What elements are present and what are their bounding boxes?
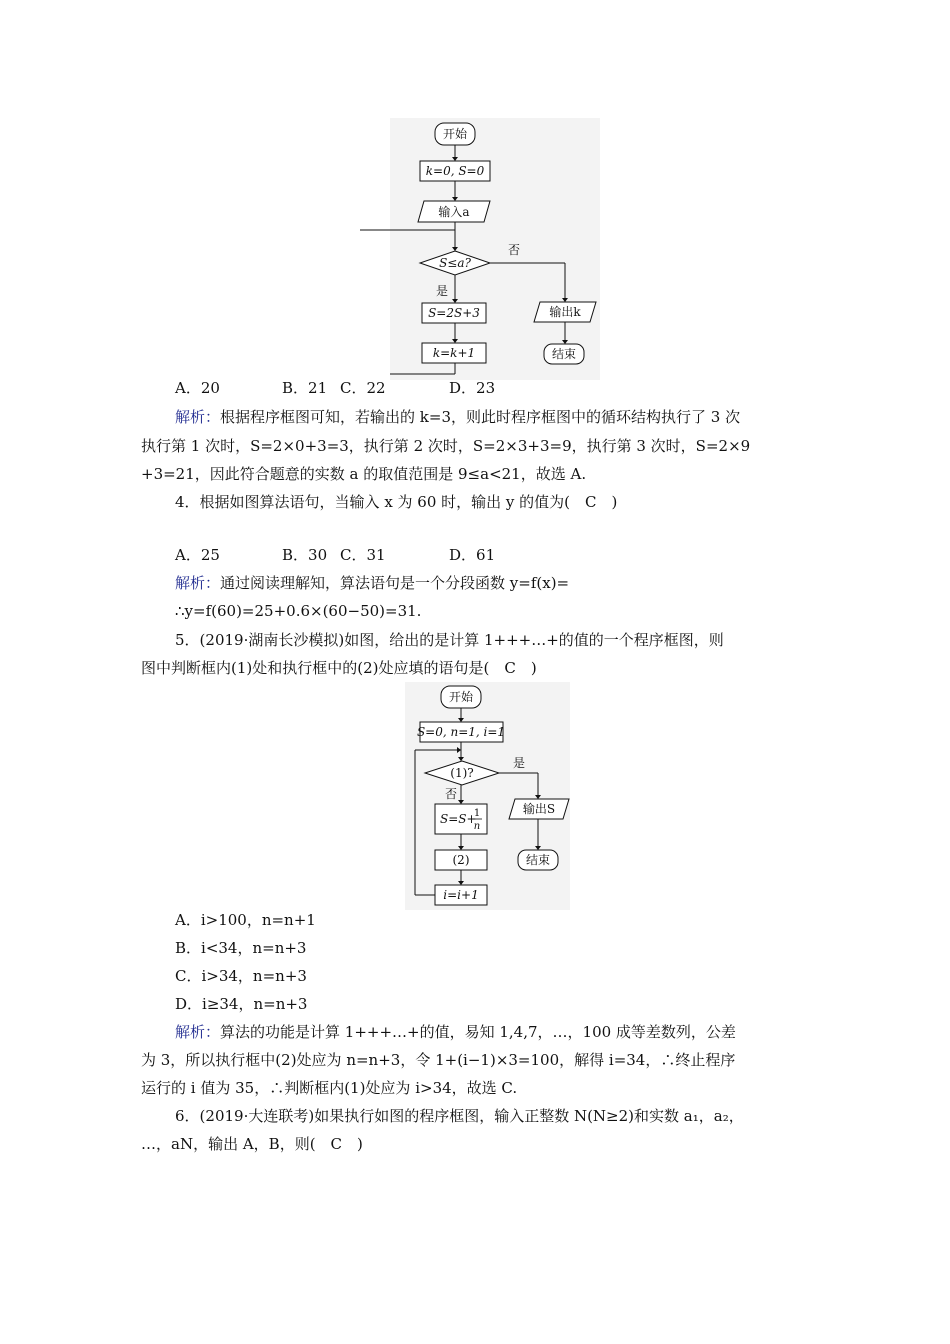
q5-option-a: A．i>100，n=n+1 (175, 911, 316, 929)
fc2-increment-text: i=i+1 (443, 888, 479, 902)
fc1-yes-label: 是 (436, 284, 449, 298)
fc1-process-text: S=2S+3 (428, 306, 480, 320)
q3-option-d: D．23 (449, 379, 496, 397)
q5-analysis-line-3: 运行的 i 值为 35，∴判断框内(1)处应为 i>34，故选 C. (141, 1079, 518, 1097)
q4-analysis-line-1: 解析：通过阅读理解知，算法语句是一个分段函数 y=f(x)= (175, 574, 570, 592)
q4-option-c: C．31 (340, 546, 386, 564)
q3-analysis-line-2: 执行第 1 次时，S=2×0+3=3，执行第 2 次时，S=2×3+3=9，执行第 3 次时，S=2×9 (141, 437, 751, 455)
fc2-process-denominator: n (473, 821, 481, 832)
analysis-label: 解析： (175, 574, 221, 592)
fc2-process-numerator: 1 (473, 808, 481, 819)
fc2-process-text: S=S+ (440, 812, 477, 826)
fc1-no-label: 否 (508, 243, 521, 257)
fc2-yes-label: 是 (513, 756, 526, 770)
fc2-condition-text: (1)? (450, 766, 474, 780)
flowchart-1 (360, 118, 600, 380)
q6-stem-line-2: …，aN，输出 A，B，则( C ) (141, 1135, 363, 1153)
q5-stem-line-2: 图中判断框内(1)处和执行框中的(2)处应填的语句是( C ) (141, 659, 537, 677)
q5-analysis-line-1: 解析：算法的功能是计算 1+++…+的值，易知 1,4,7，…，100 成等差数列，公差 (175, 1023, 736, 1041)
q5-stem-line-1: 5．(2019·湖南长沙模拟)如图，给出的是计算 1+++…+的值的一个程序框图，则 (175, 631, 724, 649)
flowchart-2 (405, 682, 570, 910)
q5-analysis-line-2: 为 3，所以执行框中(2)处应为 n=n+3，令 1+(i−1)×3=100，解得 i=34，∴终止程序 (141, 1051, 736, 1069)
fc1-start-text: 开始 (442, 127, 468, 141)
q5-option-b: B．i<34，n=n+3 (175, 939, 307, 957)
q3-option-a: A．20 (175, 379, 220, 397)
fc1-init-text: k=0, S=0 (425, 164, 485, 178)
analysis-label: 解析： (175, 408, 221, 426)
fc2-output-text: 输出S (522, 802, 556, 816)
analysis-label: 解析： (175, 1023, 221, 1041)
q3-analysis-line-1: 解析：根据程序框图可知，若输出的 k=3，则此时程序框图中的循环结构执行了 3 次 (175, 408, 741, 426)
q3-option-b: B．21 (282, 379, 328, 397)
q5-option-d: D．i≥34，n=n+3 (175, 995, 308, 1013)
fc1-increment-text: k=k+1 (432, 346, 476, 360)
q3-option-c: C．22 (340, 379, 386, 397)
q4-option-d: D．61 (449, 546, 496, 564)
fc2-end-text: 结束 (525, 853, 551, 867)
fc1-condition-text: S≤a? (439, 256, 471, 270)
q4-option-a: A．25 (175, 546, 220, 564)
fc2-start-text: 开始 (448, 690, 474, 704)
q4-stem: 4．根据如图算法语句，当输入 x 为 60 时，输出 y 的值为( C ) (175, 493, 618, 511)
q3-analysis-line-3: +3=21，因此符合题意的实数 a 的取值范围是 9≤a<21，故选 A. (141, 465, 587, 483)
q4-analysis-line-2: ∴y=f(60)=25+0.6×(60−50)=31. (175, 602, 422, 620)
fc2-init-text: S=0, n=1, i=1 (416, 725, 506, 739)
fc2-step2-text: (2) (452, 853, 470, 867)
q5-option-c: C．i>34，n=n+3 (175, 967, 307, 985)
q4-option-b: B．30 (282, 546, 328, 564)
q6-stem-line-1: 6．(2019·大连联考)如果执行如图的程序框图，输入正整数 N(N≥2)和实数 a₁，a₂， (175, 1107, 744, 1125)
fc1-output-text: 输出k (549, 305, 581, 319)
fc2-no-label: 否 (445, 787, 458, 801)
fc1-end-text: 结束 (551, 347, 577, 361)
fc1-input-text: 输入a (438, 205, 470, 219)
